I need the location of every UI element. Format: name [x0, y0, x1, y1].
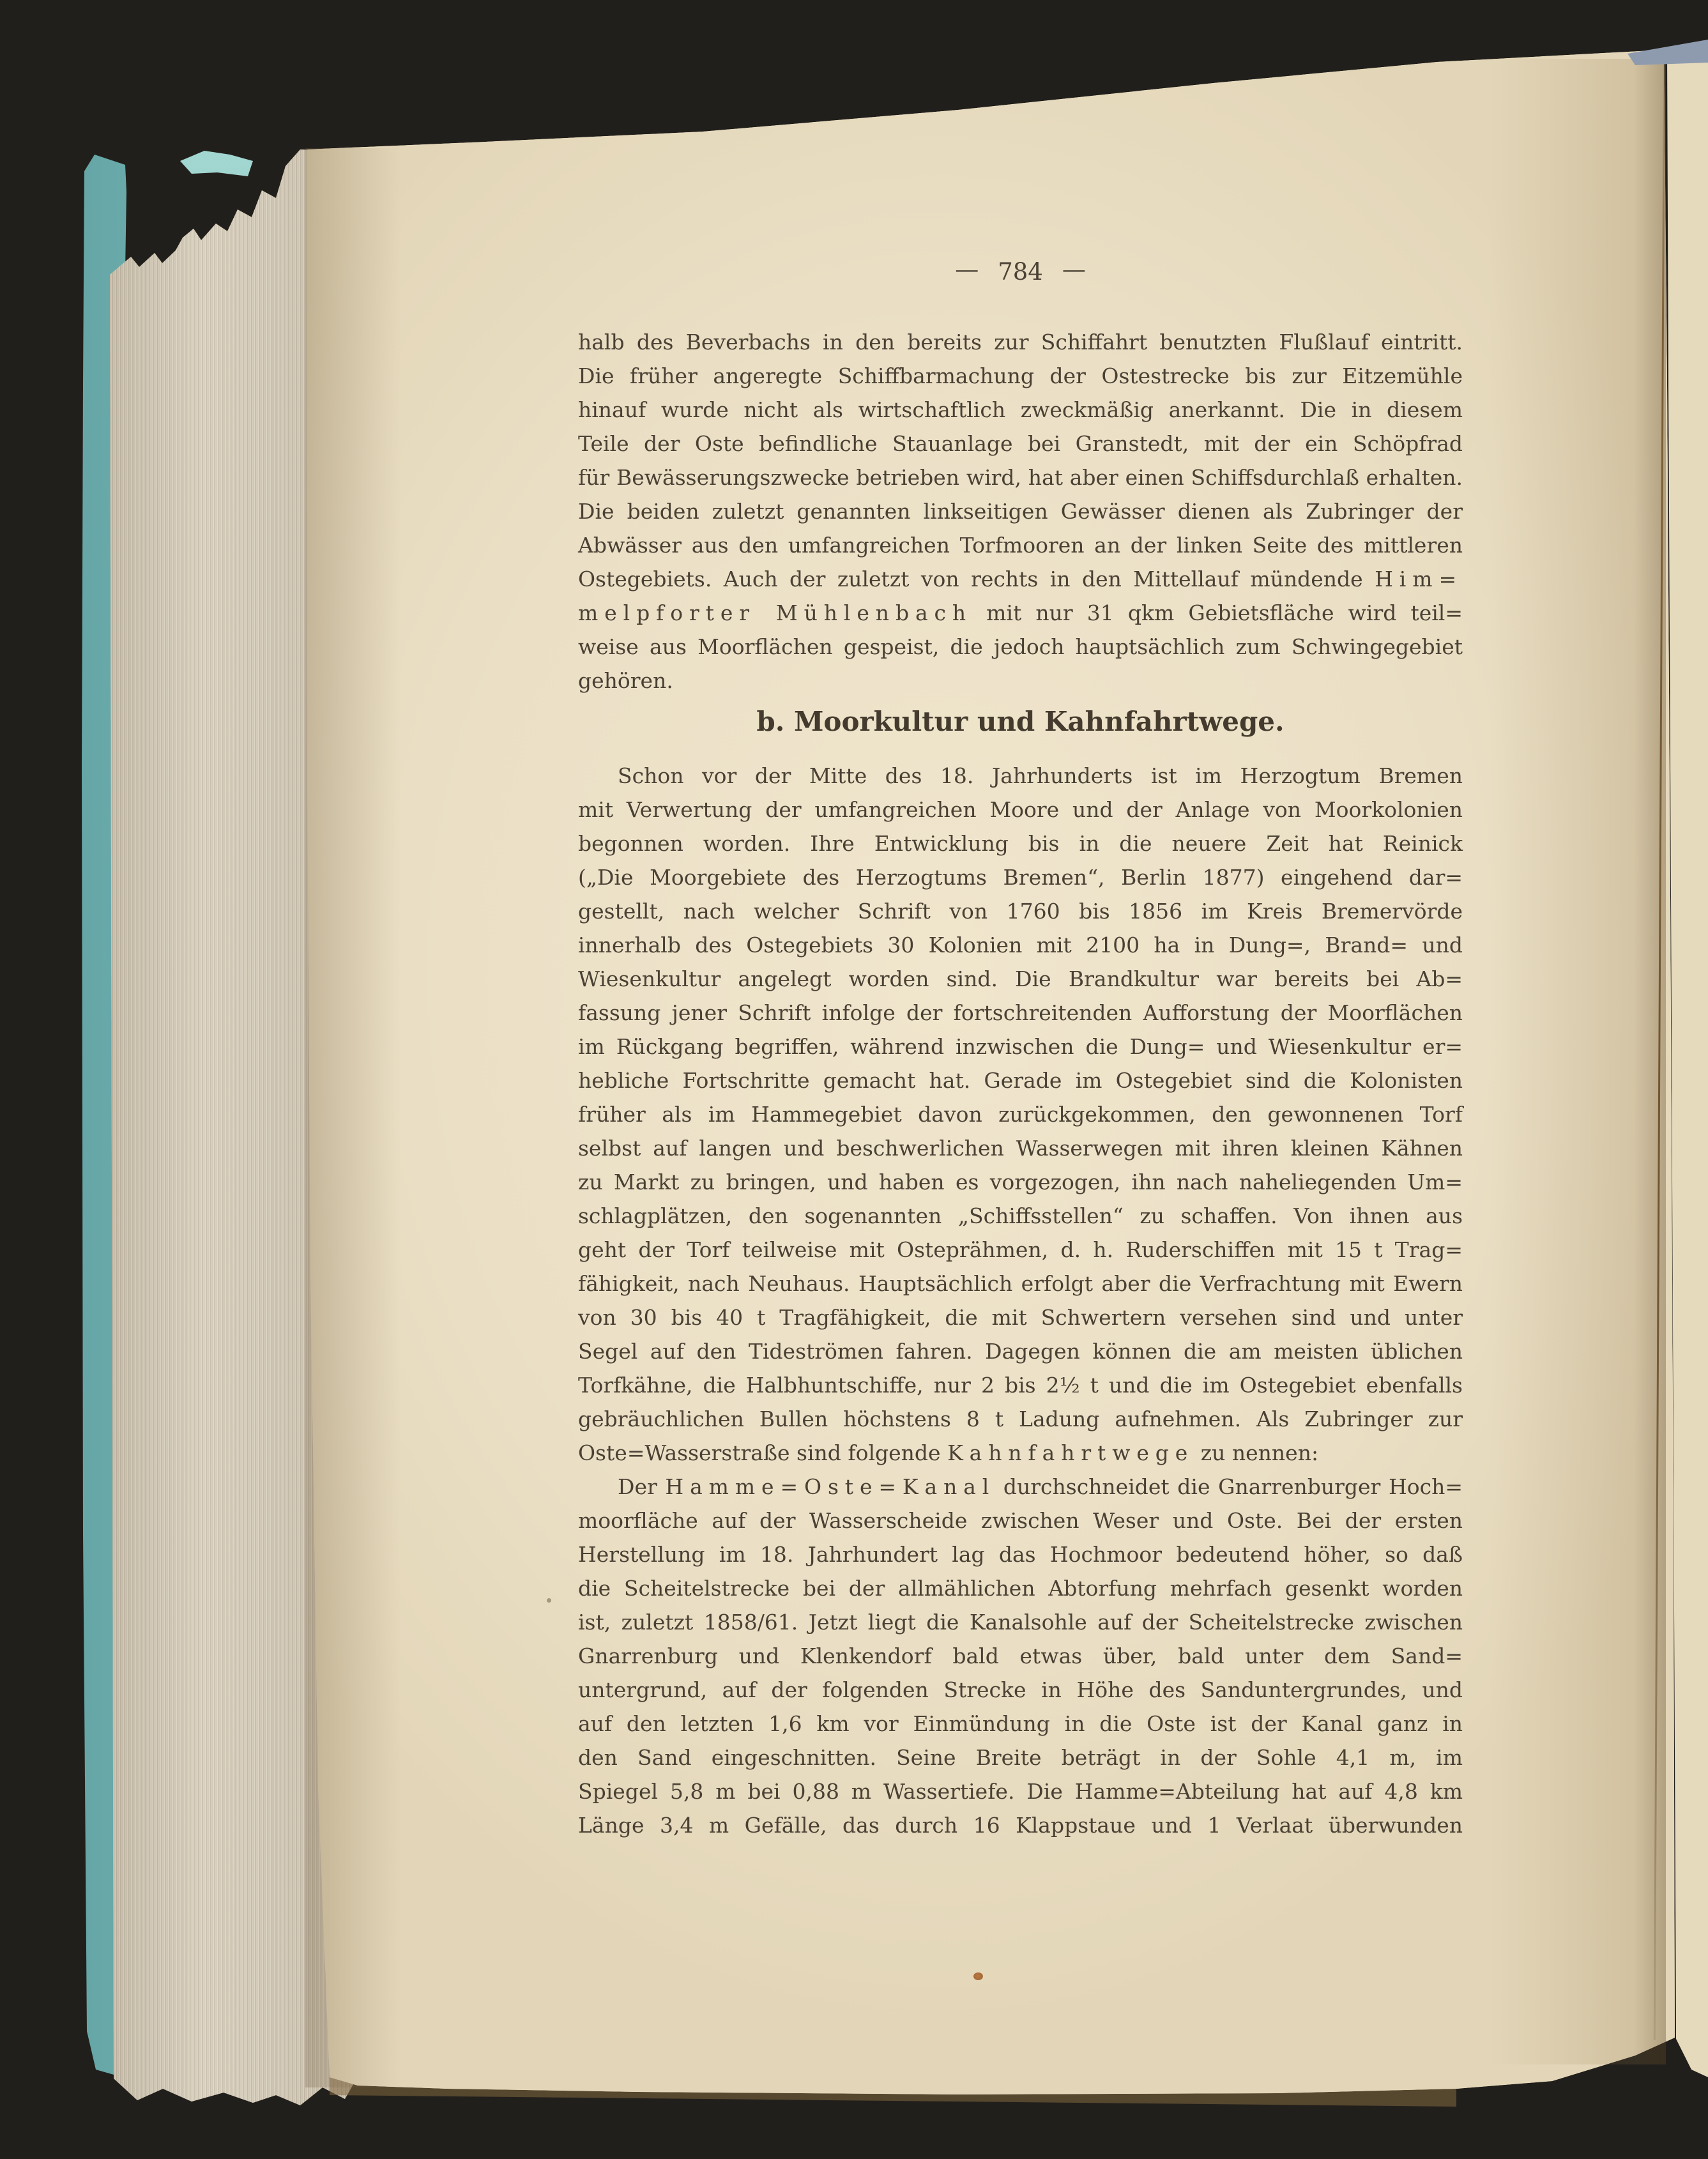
text-segment: ist, zuletzt 1858/61. Jetzt liegt die Kanalsohle auf der Scheitelstrecke zwischen [578, 1610, 1463, 1635]
text-segment: untergrund, auf der folgenden Strecke in Höhe des Sanduntergrundes, und [578, 1677, 1463, 1702]
text-line [578, 928, 1463, 962]
text-line [578, 1267, 1463, 1301]
text-segment: Spiegel 5,8 m bei 0,88 m Wassertiefe. Die Hamme=Abteilung hat auf 4,8 km [578, 1779, 1463, 1804]
text-line [578, 1402, 1463, 1436]
text-segment: fassung jener Schrift infolge der fortschreitenden Aufforstung der Moorflächen [578, 1000, 1463, 1025]
text-line [578, 1639, 1463, 1673]
text-segment: die Scheitelstrecke bei der allmählichen Abtorfung mehrfach gesenkt worden [578, 1576, 1463, 1601]
letterspaced-text: Kahnfahrtwege [947, 1440, 1194, 1465]
text-line [578, 1233, 1463, 1267]
text-line [578, 494, 1463, 528]
gutter-shadow [1488, 59, 1666, 2064]
text-line [578, 793, 1463, 827]
section-heading: b. Moorkultur und Kahnfahrtwege. [756, 706, 1285, 737]
page-number-dash: — [1062, 256, 1086, 283]
text-segment: Herstellung im 18. Jahrhundert lag das Hochmoor bedeutend höher, so daß [578, 1542, 1463, 1567]
page-number-row [578, 254, 1463, 290]
text-segment: mit nur 31 qkm Gebietsfläche wird teil= [972, 600, 1463, 625]
text-line [578, 1741, 1463, 1774]
text-line [578, 827, 1463, 860]
text-line [578, 1030, 1463, 1064]
text-segment: moorfläche auf der Wasserscheide zwischen Weser und Oste. Bei der ersten [578, 1508, 1463, 1533]
text-segment: gestellt, nach welcher Schrift von 1760 bis 1856 im Kreis Bremervörde [578, 899, 1463, 924]
text-segment: halb des Beverbachs in den bereits zur Schiffahrt benutzten Flußlauf eintritt. [578, 330, 1463, 355]
text-segment: den Sand eingeschnitten. Seine Breite beträgt in der Sohle 4,1 m, im [578, 1745, 1463, 1770]
letterspaced-text: melpforter Mühlenbach [578, 600, 973, 625]
text-line [578, 996, 1463, 1030]
text-line [578, 630, 1463, 664]
text-segment: Teile der Oste befindliche Stauanlage bei Granstedt, mit der ein Schöpfrad [578, 431, 1463, 456]
text-line [578, 359, 1463, 393]
text-segment: zu Markt zu bringen, und haben es vorgezogen, ihn nach naheliegenden Um= [578, 1170, 1463, 1194]
text-segment: Länge 3,4 m Gefälle, das durch 16 Klappstaue und 1 Verlaat überwunden [578, 1813, 1463, 1838]
text-segment: gehören. [578, 668, 673, 693]
page-curve-shadow [305, 148, 401, 2087]
text-segment: Abwässer aus den umfangreichen Torfmooren an der linken Seite des mittleren [578, 533, 1463, 558]
text-segment: Segel auf den Tideströmen fahren. Dagegen können die am meisten üblichen [578, 1339, 1463, 1364]
text-segment: für Bewässerungszwecke betrieben wird, hat aber einen Schiffsdurchlaß erhalten. [578, 465, 1463, 490]
text-line [578, 393, 1463, 427]
text-line [578, 1199, 1463, 1233]
text-segment: früher als im Hammegebiet davon zurückgekommen, den gewonnenen Torf [578, 1102, 1463, 1127]
text-block [578, 325, 1463, 1842]
text-line [578, 596, 1463, 630]
foxing-spot [973, 1972, 983, 1980]
text-line [578, 1808, 1463, 1842]
text-segment: Die beiden zuletzt genannten linkseitigen Gewässer dienen als Zubringer der [578, 499, 1463, 524]
text-segment: Ostegebiets. Auch der zuletzt von rechts in den Mittellauf mündende [578, 567, 1375, 591]
text-line [578, 1774, 1463, 1808]
text-line [578, 1673, 1463, 1707]
text-line [578, 860, 1463, 894]
text-segment: gebräuchlichen Bullen höchstens 8 t Ladung aufnehmen. Als Zubringer zur [578, 1407, 1463, 1431]
text-segment: fähigkeit, nach Neuhaus. Hauptsächlich erfolgt aber die Verfrachtung mit Ewern [578, 1271, 1463, 1296]
text-segment: („Die Moorgebiete des Herzogtums Bremen“, Berlin 1877) eingehend dar= [578, 865, 1463, 890]
text-line [578, 562, 1463, 596]
text-segment: von 30 bis 40 t Tragfähigkeit, die mit Schwertern versehen sind und unter [578, 1305, 1463, 1330]
text-segment: Wiesenkultur angelegt worden sind. Die Brandkultur war bereits bei Ab= [578, 966, 1463, 991]
text-segment: Schon vor der Mitte des 18. Jahrhunderts ist im Herzogtum Bremen [618, 763, 1463, 788]
text-line [578, 461, 1463, 494]
text-line [578, 1571, 1463, 1605]
text-segment: im Rückgang begriffen, während inzwischen die Dung= und Wiesenkultur er= [578, 1034, 1463, 1059]
ink-speck [547, 1598, 551, 1603]
text-line [578, 1436, 1463, 1470]
text-line [578, 528, 1463, 562]
text-line [578, 1537, 1463, 1571]
text-line [578, 1131, 1463, 1165]
text-line [578, 1368, 1463, 1402]
text-segment: hebliche Fortschritte gemacht hat. Gerade im Ostegebiet sind die Kolonisten [578, 1068, 1463, 1093]
letterspaced-text: Him= [1375, 567, 1463, 591]
text-segment: geht der Torf teilweise mit Osteprähmen, d. h. Ruderschiffen mit 15 t Trag= [578, 1237, 1463, 1262]
text-segment: schlagplätzen, den sogenannten „Schiffsstellen“ zu schaffen. Von ihnen aus [578, 1203, 1463, 1228]
page-number-dash: — [955, 256, 979, 283]
text-line [578, 1064, 1463, 1097]
text-segment: auf den letzten 1,6 km vor Einmündung in die Oste ist der Kanal ganz in [578, 1711, 1463, 1736]
text-line [578, 759, 1463, 793]
text-line [578, 427, 1463, 461]
text-line [578, 894, 1463, 928]
text-segment: Der [618, 1474, 666, 1499]
letterspaced-text: Hamme=Oste=Kanal [665, 1474, 996, 1499]
text-line [578, 1504, 1463, 1537]
text-line [578, 1301, 1463, 1334]
text-segment: durchschneidet die Gnarrenburger Hoch= [995, 1474, 1463, 1499]
text-segment: weise aus Moorflächen gespeist, die jedoch hauptsächlich zum Schwingegebiet [578, 634, 1463, 659]
text-line [578, 1097, 1463, 1131]
text-line [578, 1707, 1463, 1741]
text-segment: begonnen worden. Ihre Entwicklung bis in die neuere Zeit hat Reinick [578, 831, 1463, 856]
text-segment: mit Verwertung der umfangreichen Moore und der Anlage von Moorkolonien [578, 797, 1463, 822]
text-line [578, 962, 1463, 996]
text-segment: innerhalb des Ostegebiets 30 Kolonien mit 2100 ha in Dung=, Brand= und [578, 933, 1463, 957]
text-line [578, 664, 1463, 698]
text-segment: hinauf wurde nicht als wirtschaftlich zweckmäßig anerkannt. Die in diesem [578, 397, 1463, 422]
text-segment: Die früher angeregte Schiffbarmachung der Ostestrecke bis zur Eitzemühle [578, 363, 1463, 388]
text-line [578, 1605, 1463, 1639]
text-line [578, 325, 1463, 359]
page-number: 784 [998, 258, 1043, 286]
text-line [578, 1165, 1463, 1199]
text-segment: Gnarrenburg und Klenkendorf bald etwas über, bald unter dem Sand= [578, 1644, 1463, 1668]
text-segment: Oste=Wasserstraße sind folgende [578, 1440, 948, 1465]
text-line [578, 1334, 1463, 1368]
text-segment: Torfkähne, die Halbhuntschiffe, nur 2 bis 2½ t und die im Ostegebiet ebenfalls [578, 1373, 1463, 1398]
text-line [578, 1470, 1463, 1504]
text-segment: selbst auf langen und beschwerlichen Wasserwegen mit ihren kleinen Kähnen [578, 1136, 1463, 1161]
text-segment: zu nennen: [1194, 1440, 1319, 1465]
